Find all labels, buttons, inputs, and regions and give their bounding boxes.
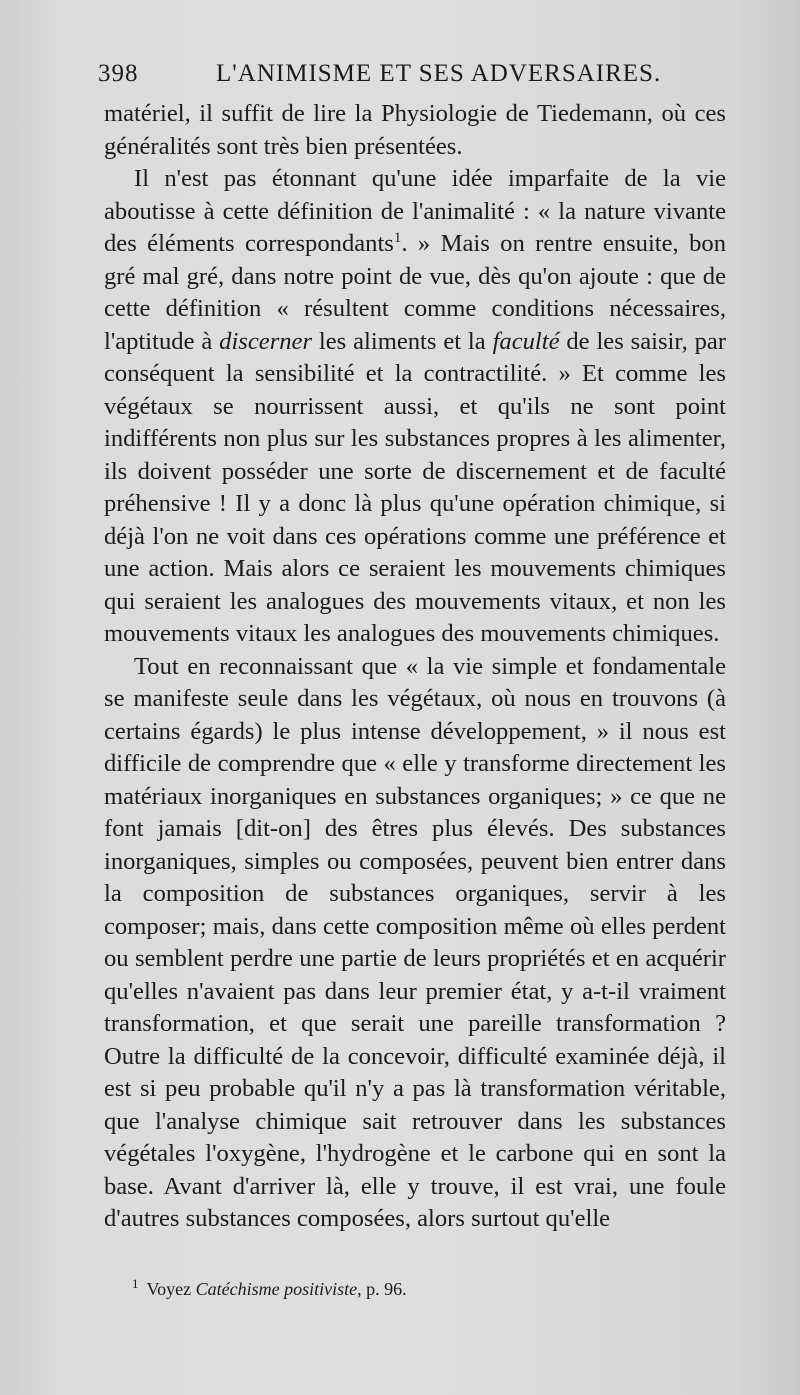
- footnote-text-a: Voyez: [146, 1279, 196, 1299]
- body-text: [104, 98, 726, 1236]
- paragraph-1: matériel, il suffit de lire la Physiologie de Tiedemann, où ces généralités sont très bien présentées.: [104, 100, 726, 160]
- paragraph-2-part-d: de les saisir, par conséquent la sensibilité et la contractilité. » Et comme les végétaux se nourrissent aussi, et qu'ils ne sont point indifférents non plus sur les substances propres à les alimenter, ils doivent posséder une sorte de discernement et de faculté préhensive ! Il y a donc là plus qu'une opération chimique, si déjà l'on ne voit dans ces opérations comme une préférence et une action. Mais alors ce seraient les mouvements chimiques qui seraient les analogues des mouvements vitaux, et non les mouvements vitaux les analogues des mouvements chimiques.: [104, 327, 727, 647]
- paragraph-3: Tout en reconnaissant que « la vie simple et fondamentale se manifeste seule dans les végétaux, où nous en trouvons (à certains égards) le plus intense développement, » il nous est difficile de comprendre que « elle y transforme directement les matériaux inorganiques en substances organiques; » ce que ne font jamais [dit-on] des êtres plus élevés. Des substances inorganiques, simples ou composées, peuvent bien entrer dans la composition de substances organiques, servir à les composer; mais, dans cette composition même où elles perdent ou semblent perdre une partie de leurs propriétés et en acquérir qu'elles n'avaient pas dans leur premier état, y a-t-il vraiment transformation, et que serait une pareille transformation ? Outre la difficulté de la concevoir, difficulté examinée déjà, il est si peu probable qu'il n'y a pas là transformation véritable, que l'analyse chimique sait retrouver dans les substances végétales l'oxygène, l'hydrogène et le carbone qui en sont la base. Avant d'arriver là, elle y trouve, il est vrai, une foule d'autres substances composées, alors surtout qu'elle: [104, 652, 726, 1232]
- paragraph-2-part-c: les aliments et la: [312, 327, 493, 355]
- footnote-text-b: , p. 96.: [357, 1279, 407, 1299]
- footnote-reference: 1: [393, 229, 402, 246]
- footnote: [132, 1276, 732, 1302]
- footnote-book-title: Catéchisme positiviste: [195, 1279, 358, 1299]
- emphasis-faculte: faculté: [492, 327, 560, 355]
- page-header: [98, 60, 738, 94]
- paragraph-2-part-a: Il n'est pas étonnant qu'une idée imparfaite de la vie aboutisse à cette définition de l'animalité : « la nature vivante des éléments correspondants: [104, 165, 726, 257]
- paragraph-2-part-b: . » Mais on rentre ensuite, bon gré mal gré, dans notre point de vue, dès qu'on ajoute : que de cette définition « résultent comme conditions nécessaires, l'aptitude à: [104, 230, 726, 355]
- paragraph-2: [104, 163, 726, 651]
- footnote-number: 1: [132, 1276, 139, 1291]
- emphasis-discerner: discerner: [219, 327, 313, 355]
- running-title: L'ANIMISME ET SES ADVERSAIRES.: [216, 60, 662, 87]
- page-number: 398: [98, 60, 139, 87]
